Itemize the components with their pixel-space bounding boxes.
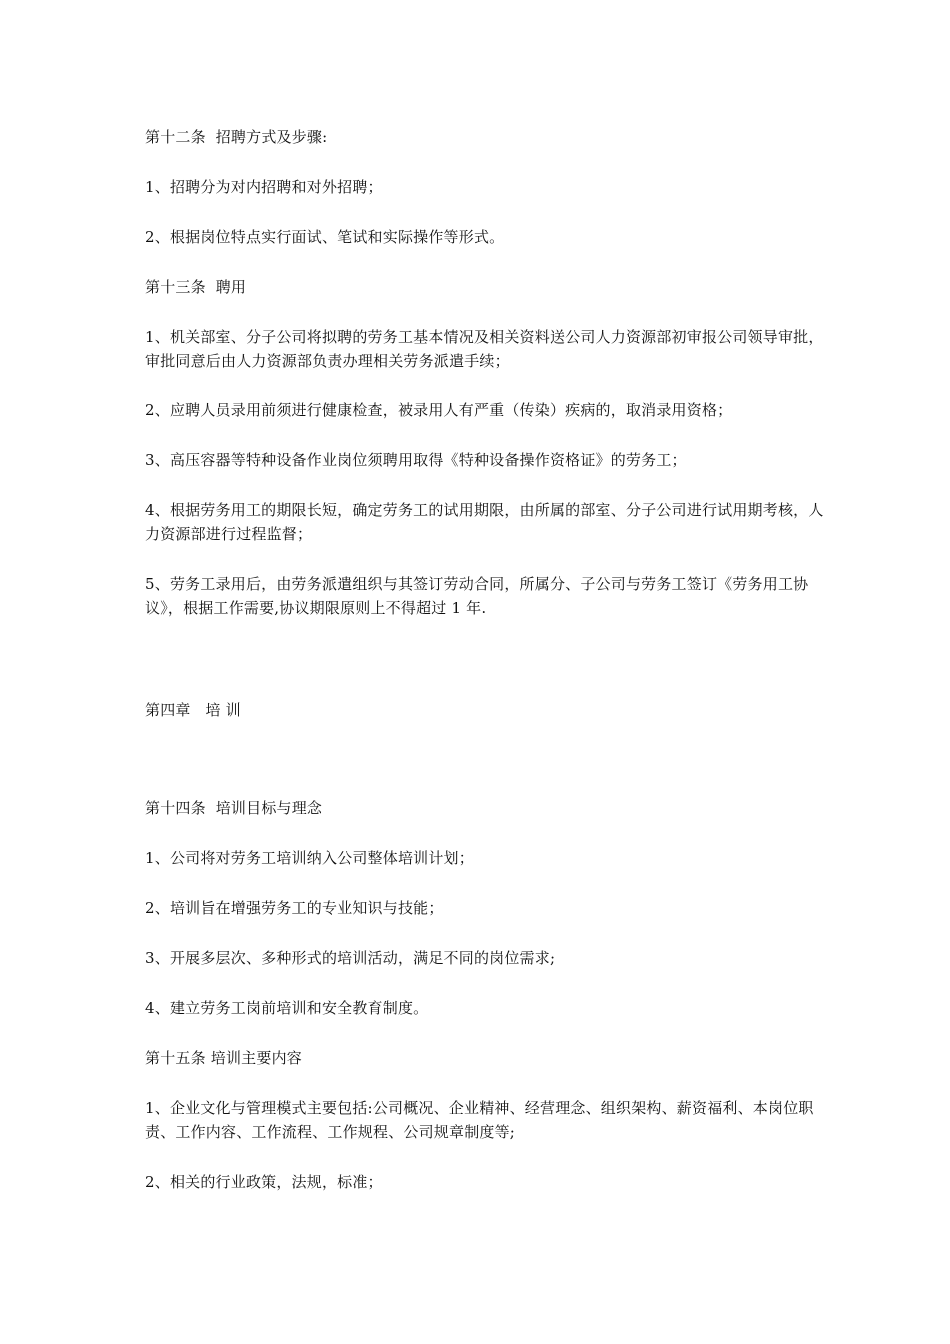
article-13-item-1: 1、机关部室、分子公司将拟聘的劳务工基本情况及相关资料送公司人力资源部初审报公司领导审批，审批同意后由人力资源部负责办理相关劳务派遣手续； <box>145 328 824 370</box>
article-14-item-4: 4、建立劳务工岗前培训和安全教育制度。 <box>145 999 429 1017</box>
article-12-item-2: 2、根据岗位特点实行面试、笔试和实际操作等形式。 <box>145 228 505 246</box>
article-12-heading: 第十二条 招聘方式及步骤: <box>145 128 328 146</box>
article-13-item-4: 4、根据劳务用工的期限长短，确定劳务工的试用期限，由所属的部室、分子公司进行试用期考核，人力资源部进行过程监督； <box>145 501 824 543</box>
article-14-item-2: 2、培训旨在增强劳务工的专业知识与技能； <box>145 899 444 917</box>
article-13-item-2: 2、应聘人员录用前须进行健康检查，被录用人有严重（传染）疾病的，取消录用资格； <box>145 401 733 419</box>
article-14-item-1: 1、公司将对劳务工培训纳入公司整体培训计划； <box>145 849 474 867</box>
article-13-heading: 第十三条 聘用 <box>145 278 247 296</box>
article-12-item-1: 1、招聘分为对内招聘和对外招聘； <box>145 178 383 196</box>
article-15-heading: 第十五条 培训主要内容 <box>145 1049 302 1067</box>
article-13-item-3: 3、高压容器等特种设备作业岗位须聘用取得《特种设备操作资格证》的劳务工； <box>145 451 687 469</box>
article-15-item-2: 2、相关的行业政策，法规，标准； <box>145 1173 383 1191</box>
article-14-heading: 第十四条 培训目标与理念 <box>145 799 323 817</box>
article-13-item-5: 5、劳务工录用后，由劳务派遣组织与其签订劳动合同，所属分、子公司与劳务工签订《劳务用工协议》，根据工作需要,协议期限原则上不得超过 1 年. <box>145 575 809 617</box>
article-14-item-3: 3、开展多层次、多种形式的培训活动，满足不同的岗位需求; <box>145 949 556 967</box>
chapter-4-heading: 第四章 培 训 <box>145 701 241 719</box>
article-15-item-1: 1、企业文化与管理模式主要包括:公司概况、企业精神、经营理念、组织架构、薪资福利、本岗位职责、工作内容、工作流程、工作规程、公司规章制度等; <box>145 1099 814 1141</box>
